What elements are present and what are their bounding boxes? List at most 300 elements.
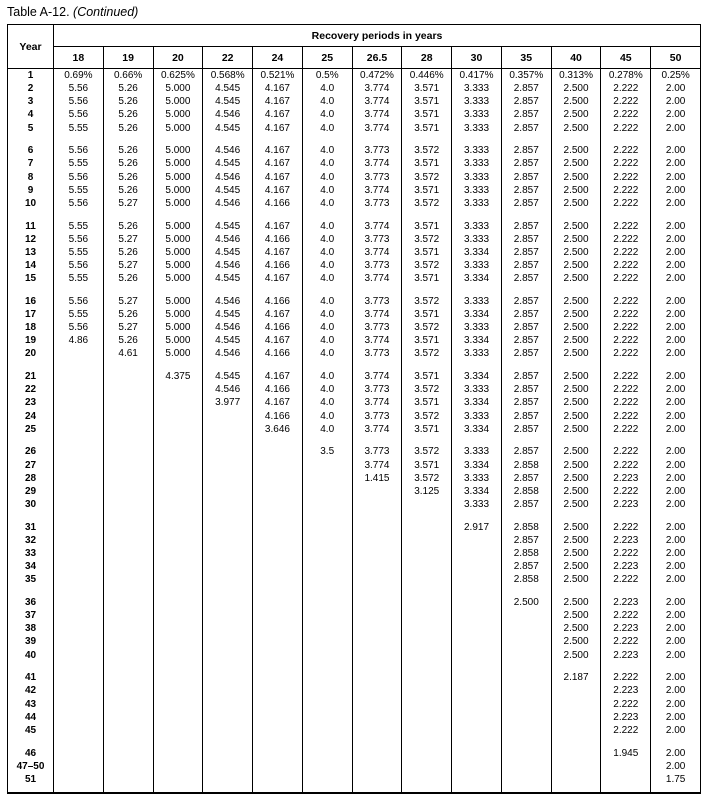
value-cell: 4.0 xyxy=(302,410,352,423)
value-cell: 4.166 xyxy=(253,321,303,334)
table-row xyxy=(8,649,701,662)
value-cell: 2.500 xyxy=(551,82,601,95)
value-cell: 1.75 xyxy=(651,773,701,786)
value-cell xyxy=(352,498,402,511)
value-cell: 2.00 xyxy=(651,609,701,622)
value-cell xyxy=(103,671,153,684)
value-cell: 4.0 xyxy=(302,144,352,157)
year-cell: 5 xyxy=(27,122,34,134)
value-cell xyxy=(452,573,502,586)
value-cell: 5.56 xyxy=(54,108,104,121)
value-cell xyxy=(253,684,303,697)
year-cell: 19 xyxy=(24,335,37,347)
value-cell: 3.571 xyxy=(402,122,452,135)
value-cell: 4.546 xyxy=(203,144,253,157)
value-cell xyxy=(54,760,104,773)
value-cell: 5.56 xyxy=(54,233,104,246)
table-row xyxy=(8,144,701,157)
table-row xyxy=(8,547,701,560)
value-cell: 4.167 xyxy=(253,171,303,184)
value-cell: 4.546 xyxy=(203,321,253,334)
value-cell xyxy=(551,724,601,737)
value-cell: 2.222 xyxy=(601,197,651,210)
value-cell: 4.166 xyxy=(253,383,303,396)
value-cell: 2.00 xyxy=(651,144,701,157)
year-cell: 14 xyxy=(24,260,37,272)
value-cell xyxy=(253,498,303,511)
value-cell: 2.222 xyxy=(601,410,651,423)
value-cell: 4.545 xyxy=(203,95,253,108)
value-cell xyxy=(103,472,153,485)
year-cell: 9 xyxy=(27,184,34,196)
value-cell: 2.500 xyxy=(551,321,601,334)
year-cell: 21 xyxy=(24,371,37,383)
value-cell: 2.00 xyxy=(651,233,701,246)
value-cell xyxy=(54,534,104,547)
value-cell xyxy=(253,760,303,773)
value-cell: 2.00 xyxy=(651,184,701,197)
value-cell xyxy=(302,560,352,573)
value-cell: 0.278% xyxy=(601,69,651,83)
value-cell xyxy=(203,698,253,711)
year-cell: 33 xyxy=(24,548,37,559)
value-cell: 2.500 xyxy=(551,122,601,135)
table-row xyxy=(8,321,701,334)
value-cell: 2.857 xyxy=(501,347,551,360)
value-cell: 4.0 xyxy=(302,259,352,272)
value-cell: 5.56 xyxy=(54,259,104,272)
value-cell xyxy=(153,410,203,423)
value-cell: 4.166 xyxy=(253,295,303,308)
value-cell: 4.546 xyxy=(203,347,253,360)
value-cell xyxy=(352,649,402,662)
value-cell: 5.56 xyxy=(54,144,104,157)
value-cell xyxy=(352,773,402,786)
value-cell: 2.222 xyxy=(601,698,651,711)
value-cell: 2.00 xyxy=(651,197,701,210)
value-cell: 3.334 xyxy=(452,272,502,285)
value-cell xyxy=(103,383,153,396)
column-header: 19 xyxy=(103,47,153,69)
value-cell xyxy=(253,521,303,534)
value-cell: 2.500 xyxy=(551,596,601,609)
value-cell xyxy=(203,724,253,737)
value-cell: 5.56 xyxy=(54,295,104,308)
value-cell: 2.222 xyxy=(601,272,651,285)
year-column-header: Year xyxy=(8,25,54,69)
value-cell: 2.00 xyxy=(651,671,701,684)
value-cell xyxy=(103,596,153,609)
value-cell: 2.00 xyxy=(651,534,701,547)
table-row xyxy=(8,197,701,210)
value-cell: 4.0 xyxy=(302,370,352,383)
value-cell xyxy=(452,760,502,773)
year-cell: 2 xyxy=(27,83,34,95)
value-cell: 2.222 xyxy=(601,334,651,347)
value-cell xyxy=(402,521,452,534)
value-cell: 2.222 xyxy=(601,347,651,360)
value-cell: 3.774 xyxy=(352,246,402,259)
value-cell: 5.26 xyxy=(103,157,153,170)
value-cell: 2.857 xyxy=(501,370,551,383)
value-cell: 3.334 xyxy=(452,246,502,259)
group-spacer-row xyxy=(8,210,701,220)
value-cell xyxy=(153,622,203,635)
value-cell: 3.572 xyxy=(402,321,452,334)
group-spacer-row xyxy=(8,586,701,596)
value-cell: 5.000 xyxy=(153,184,203,197)
value-cell: 2.223 xyxy=(601,560,651,573)
table-row xyxy=(8,171,701,184)
value-cell xyxy=(54,347,104,360)
value-cell xyxy=(302,635,352,648)
value-cell xyxy=(203,573,253,586)
value-cell: 5.26 xyxy=(103,220,153,233)
year-cell: 39 xyxy=(24,636,37,648)
value-cell: 2.00 xyxy=(651,308,701,321)
value-cell xyxy=(203,609,253,622)
value-cell: 2.222 xyxy=(601,157,651,170)
value-cell xyxy=(302,773,352,786)
value-cell: 3.774 xyxy=(352,308,402,321)
value-cell: 2.00 xyxy=(651,635,701,648)
year-cell: 11 xyxy=(25,220,36,232)
value-cell xyxy=(103,649,153,662)
value-cell xyxy=(103,684,153,697)
value-cell: 4.0 xyxy=(302,246,352,259)
value-cell xyxy=(54,596,104,609)
value-cell: 2.00 xyxy=(651,272,701,285)
value-cell: 2.857 xyxy=(501,220,551,233)
value-cell: 3.773 xyxy=(352,410,402,423)
value-cell: 2.00 xyxy=(651,485,701,498)
value-cell: 4.546 xyxy=(203,295,253,308)
value-cell: 2.857 xyxy=(501,259,551,272)
value-cell: 2.222 xyxy=(601,485,651,498)
value-cell: 2.00 xyxy=(651,596,701,609)
value-cell: 3.125 xyxy=(402,485,452,498)
depreciation-table xyxy=(7,24,701,794)
value-cell: 2.222 xyxy=(601,184,651,197)
value-cell: 4.167 xyxy=(253,220,303,233)
value-cell xyxy=(402,671,452,684)
value-cell: 3.773 xyxy=(352,171,402,184)
value-cell: 2.222 xyxy=(601,445,651,458)
table-row xyxy=(8,272,701,285)
value-cell xyxy=(302,724,352,737)
value-cell: 3.774 xyxy=(352,423,402,436)
value-cell: 3.334 xyxy=(452,308,502,321)
value-cell xyxy=(302,649,352,662)
value-cell: 4.545 xyxy=(203,122,253,135)
table-row xyxy=(8,459,701,472)
value-cell xyxy=(501,760,551,773)
value-cell xyxy=(54,383,104,396)
table-row xyxy=(8,498,701,511)
year-cell: 34 xyxy=(24,561,37,573)
value-cell: 2.858 xyxy=(501,485,551,498)
value-cell: 2.858 xyxy=(501,521,551,534)
value-cell xyxy=(402,547,452,560)
table-row xyxy=(8,596,701,609)
value-cell: 3.571 xyxy=(402,459,452,472)
value-cell: 3.333 xyxy=(452,410,502,423)
column-header: 25 xyxy=(302,47,352,69)
value-cell xyxy=(402,773,452,786)
value-cell: 3.334 xyxy=(452,459,502,472)
value-cell: 4.166 xyxy=(253,410,303,423)
value-cell: 2.500 xyxy=(551,609,601,622)
value-cell: 2.917 xyxy=(452,521,502,534)
value-cell: 5.55 xyxy=(54,157,104,170)
value-cell xyxy=(402,498,452,511)
value-cell: 3.334 xyxy=(452,334,502,347)
value-cell xyxy=(54,547,104,560)
value-cell: 5.26 xyxy=(103,308,153,321)
value-cell: 3.333 xyxy=(452,144,502,157)
value-cell: 2.222 xyxy=(601,171,651,184)
value-cell: 4.0 xyxy=(302,347,352,360)
value-cell xyxy=(352,573,402,586)
table-row xyxy=(8,485,701,498)
value-cell xyxy=(253,649,303,662)
value-cell: 3.774 xyxy=(352,82,402,95)
value-cell: 3.333 xyxy=(452,383,502,396)
year-cell: 22 xyxy=(24,384,37,396)
value-cell xyxy=(203,560,253,573)
value-cell: 4.167 xyxy=(253,122,303,135)
value-cell xyxy=(203,534,253,547)
group-spacer-row xyxy=(8,135,701,145)
value-cell: 3.774 xyxy=(352,334,402,347)
value-cell: 2.00 xyxy=(651,573,701,586)
value-cell: 3.774 xyxy=(352,459,402,472)
value-cell: 4.0 xyxy=(302,171,352,184)
value-cell: 2.500 xyxy=(551,560,601,573)
value-cell xyxy=(402,684,452,697)
value-cell xyxy=(203,622,253,635)
value-cell: 5.000 xyxy=(153,295,203,308)
value-cell: 3.572 xyxy=(402,410,452,423)
value-cell: 4.0 xyxy=(302,108,352,121)
value-cell: 2.857 xyxy=(501,383,551,396)
table-row xyxy=(8,220,701,233)
value-cell xyxy=(203,747,253,760)
value-cell: 3.572 xyxy=(402,233,452,246)
value-cell: 2.222 xyxy=(601,220,651,233)
table-row xyxy=(8,347,701,360)
value-cell: 4.0 xyxy=(302,122,352,135)
year-cell: 40 xyxy=(24,649,37,661)
value-cell xyxy=(103,747,153,760)
value-cell xyxy=(253,609,303,622)
value-cell xyxy=(54,472,104,485)
value-cell: 4.166 xyxy=(253,197,303,210)
value-cell: 2.500 xyxy=(551,534,601,547)
value-cell: 4.0 xyxy=(302,220,352,233)
value-cell xyxy=(601,760,651,773)
value-cell xyxy=(402,724,452,737)
value-cell: 3.333 xyxy=(452,122,502,135)
value-cell: 4.167 xyxy=(253,157,303,170)
value-cell xyxy=(302,459,352,472)
value-cell xyxy=(153,485,203,498)
value-cell xyxy=(103,547,153,560)
value-cell: 2.00 xyxy=(651,82,701,95)
value-cell xyxy=(352,698,402,711)
value-cell: 4.61 xyxy=(103,347,153,360)
value-cell: 0.568% xyxy=(203,69,253,83)
value-cell xyxy=(501,609,551,622)
value-cell: 2.00 xyxy=(651,171,701,184)
value-cell: 2.223 xyxy=(601,711,651,724)
value-cell xyxy=(253,747,303,760)
value-cell: 2.222 xyxy=(601,370,651,383)
value-cell: 2.00 xyxy=(651,383,701,396)
value-cell: 3.572 xyxy=(402,171,452,184)
value-cell: 2.857 xyxy=(501,157,551,170)
value-cell: 0.25% xyxy=(651,69,701,83)
value-cell: 5.000 xyxy=(153,197,203,210)
value-cell xyxy=(551,760,601,773)
value-cell: 1.415 xyxy=(352,472,402,485)
value-cell: 3.333 xyxy=(452,347,502,360)
value-cell xyxy=(203,671,253,684)
value-cell xyxy=(153,459,203,472)
value-cell xyxy=(203,410,253,423)
value-cell xyxy=(501,635,551,648)
value-cell: 2.00 xyxy=(651,108,701,121)
value-cell xyxy=(452,547,502,560)
value-cell xyxy=(452,711,502,724)
value-cell xyxy=(352,635,402,648)
value-cell: 4.546 xyxy=(203,259,253,272)
table-row xyxy=(8,246,701,259)
value-cell: 0.69% xyxy=(54,69,104,83)
value-cell xyxy=(452,773,502,786)
table-row xyxy=(8,82,701,95)
year-cell: 10 xyxy=(24,197,37,209)
year-cell: 23 xyxy=(24,397,37,409)
value-cell: 4.375 xyxy=(153,370,203,383)
value-cell: 2.500 xyxy=(551,184,601,197)
value-cell xyxy=(54,747,104,760)
value-cell xyxy=(103,560,153,573)
value-cell xyxy=(54,370,104,383)
value-cell: 2.223 xyxy=(601,596,651,609)
value-cell xyxy=(253,547,303,560)
value-cell: 3.572 xyxy=(402,472,452,485)
value-cell xyxy=(54,773,104,786)
value-cell: 2.857 xyxy=(501,95,551,108)
value-cell xyxy=(153,445,203,458)
value-cell: 5.000 xyxy=(153,334,203,347)
column-header: 26.5 xyxy=(352,47,402,69)
value-cell: 5.27 xyxy=(103,197,153,210)
value-cell: 2.00 xyxy=(651,334,701,347)
value-cell: 2.00 xyxy=(651,622,701,635)
value-cell xyxy=(103,534,153,547)
value-cell xyxy=(103,698,153,711)
value-cell: 2.857 xyxy=(501,534,551,547)
value-cell: 2.500 xyxy=(551,171,601,184)
value-cell: 5.56 xyxy=(54,82,104,95)
table-row xyxy=(8,760,701,773)
value-cell: 4.166 xyxy=(253,347,303,360)
value-cell: 2.500 xyxy=(551,622,601,635)
value-cell xyxy=(551,698,601,711)
value-cell: 2.223 xyxy=(601,622,651,635)
value-cell xyxy=(501,684,551,697)
value-cell xyxy=(601,773,651,786)
value-cell xyxy=(103,370,153,383)
table-row xyxy=(8,108,701,121)
value-cell: 3.773 xyxy=(352,259,402,272)
value-cell: 5.000 xyxy=(153,122,203,135)
value-cell xyxy=(103,760,153,773)
value-cell xyxy=(253,560,303,573)
value-cell: 2.00 xyxy=(651,220,701,233)
value-cell: 3.333 xyxy=(452,95,502,108)
value-cell xyxy=(302,747,352,760)
value-cell: 2.222 xyxy=(601,144,651,157)
value-cell: 4.167 xyxy=(253,370,303,383)
value-cell: 3.571 xyxy=(402,184,452,197)
value-cell: 5.000 xyxy=(153,246,203,259)
value-cell: 2.00 xyxy=(651,321,701,334)
value-cell: 4.167 xyxy=(253,82,303,95)
value-cell: 3.571 xyxy=(402,272,452,285)
value-cell xyxy=(54,622,104,635)
value-cell: 5.26 xyxy=(103,272,153,285)
column-header: 28 xyxy=(402,47,452,69)
value-cell: 2.500 xyxy=(551,197,601,210)
value-cell: 2.500 xyxy=(551,308,601,321)
value-cell xyxy=(501,773,551,786)
value-cell: 3.571 xyxy=(402,95,452,108)
value-cell: 2.500 xyxy=(551,547,601,560)
value-cell xyxy=(402,534,452,547)
value-cell: 3.774 xyxy=(352,108,402,121)
value-cell: 2.00 xyxy=(651,295,701,308)
value-cell xyxy=(352,711,402,724)
value-cell: 4.546 xyxy=(203,197,253,210)
value-cell xyxy=(54,724,104,737)
table-row xyxy=(8,334,701,347)
value-cell xyxy=(153,649,203,662)
year-cell: 16 xyxy=(24,295,37,307)
year-cell: 18 xyxy=(24,322,37,334)
value-cell: 2.222 xyxy=(601,122,651,135)
value-cell: 2.500 xyxy=(551,396,601,409)
value-cell: 5.56 xyxy=(54,321,104,334)
year-cell: 41 xyxy=(24,672,37,684)
value-cell: 2.857 xyxy=(501,197,551,210)
value-cell xyxy=(153,671,203,684)
value-cell: 3.333 xyxy=(452,321,502,334)
value-cell: 2.222 xyxy=(601,459,651,472)
value-cell: 2.222 xyxy=(601,246,651,259)
value-cell xyxy=(253,459,303,472)
value-cell xyxy=(103,622,153,635)
year-cell: 20 xyxy=(24,348,37,360)
value-cell xyxy=(103,396,153,409)
value-cell: 3.773 xyxy=(352,197,402,210)
value-cell xyxy=(452,684,502,697)
value-cell: 2.857 xyxy=(501,445,551,458)
value-cell xyxy=(54,396,104,409)
value-cell: 5.000 xyxy=(153,144,203,157)
